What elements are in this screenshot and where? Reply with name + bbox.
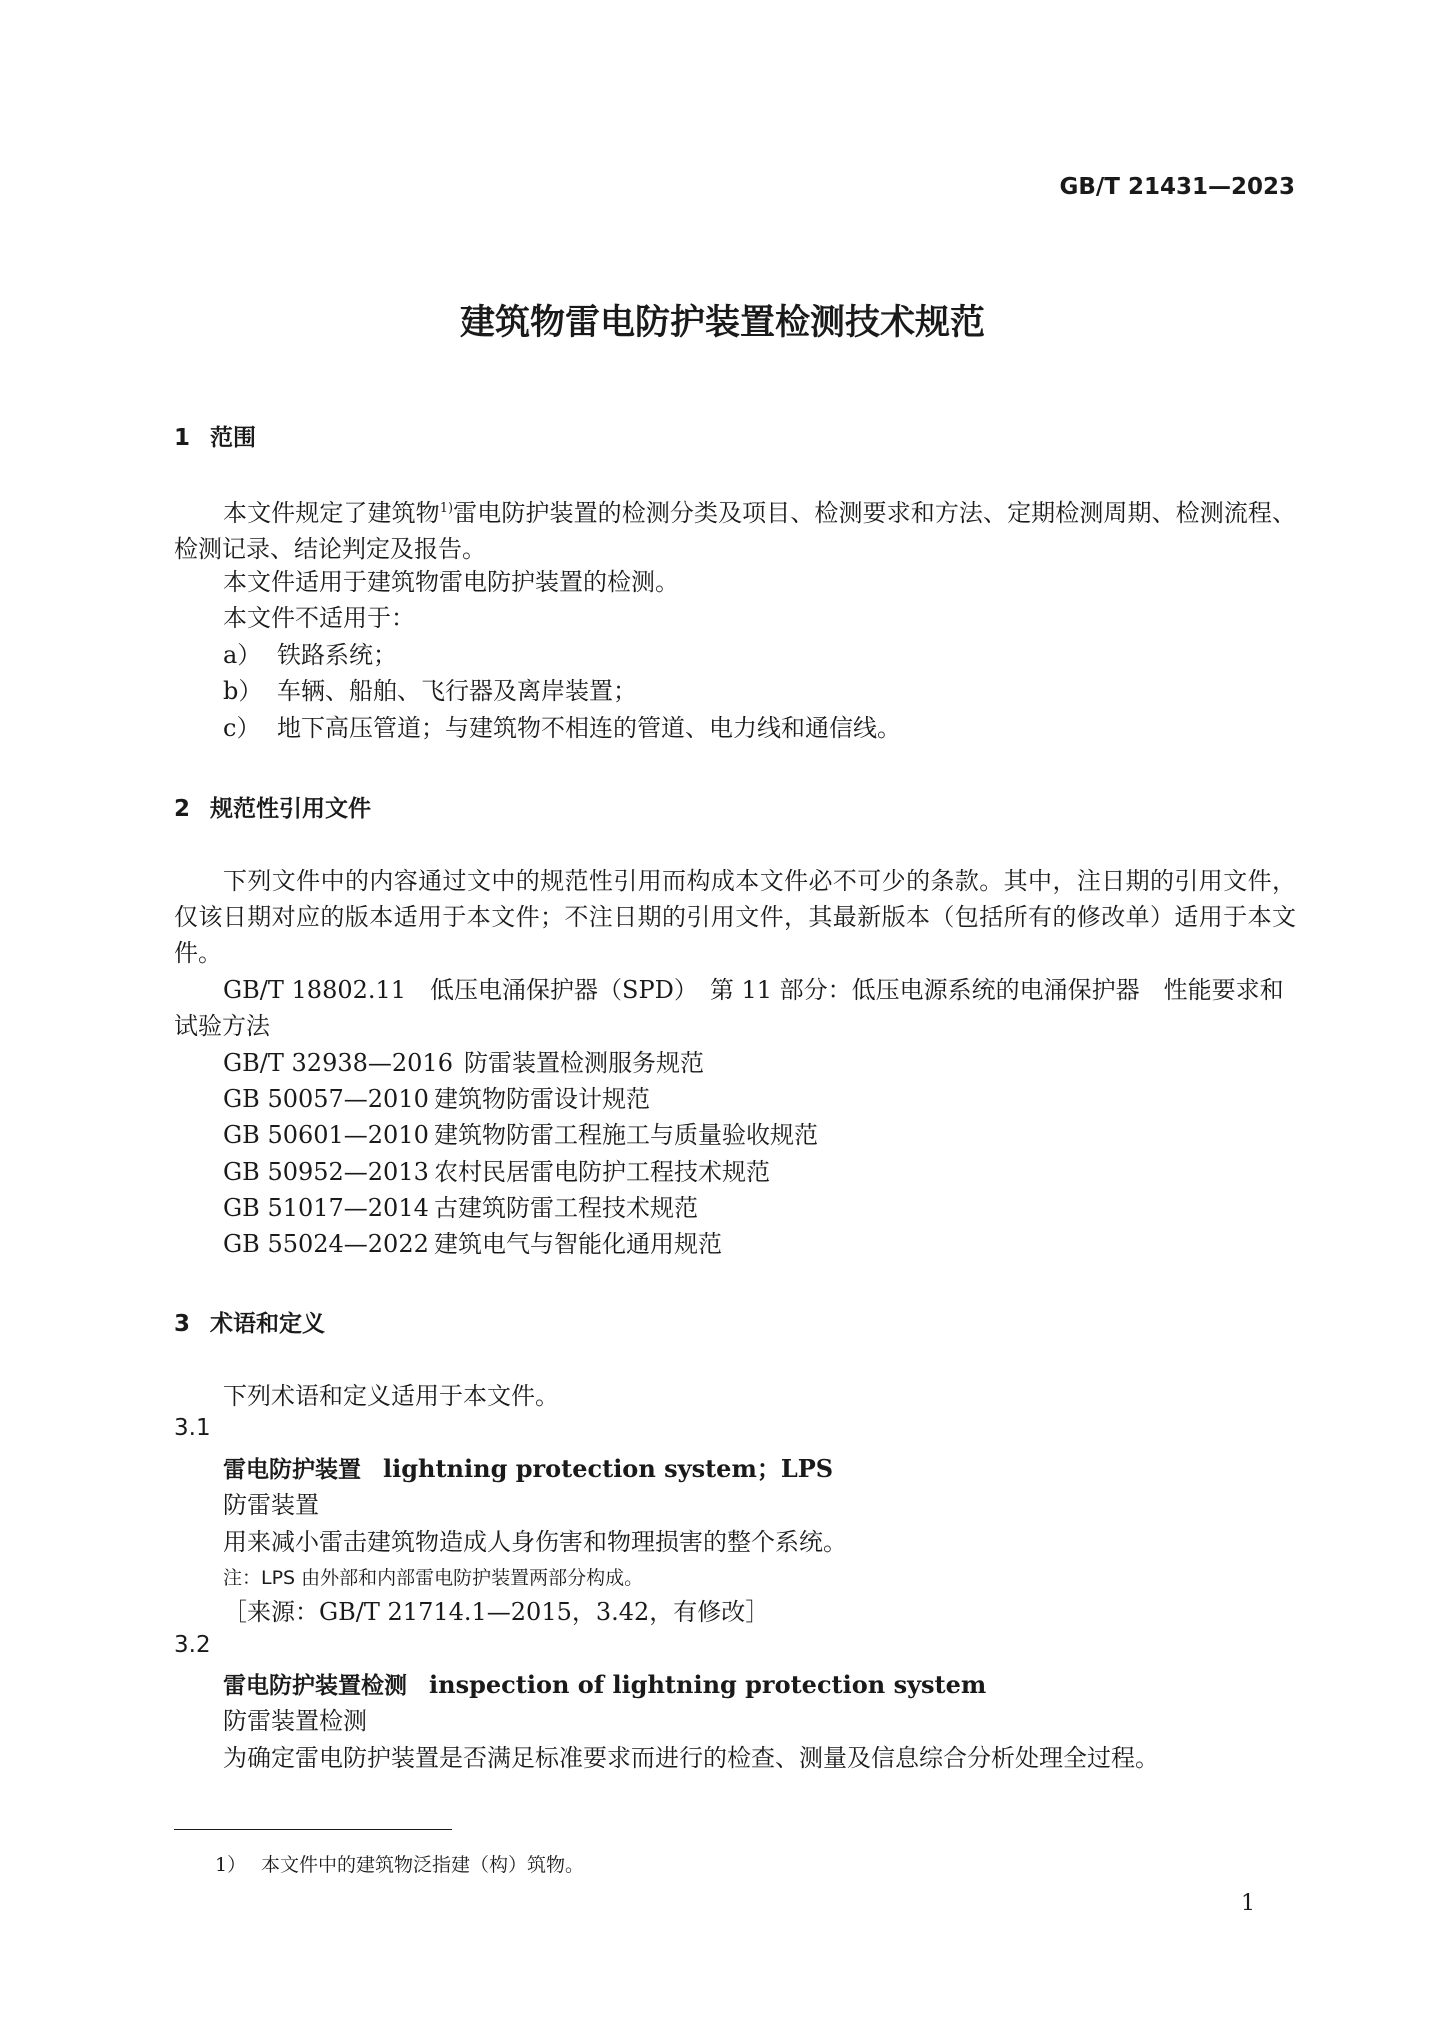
reference-code: GB 55024—2022 (223, 1230, 429, 1258)
document-title: 建筑物雷电防护装置检测技术规范 (459, 303, 985, 343)
list-item (223, 637, 397, 673)
list-item-text: 铁路系统； (277, 641, 397, 669)
term-en: lightning protection system；LPS (383, 1454, 834, 1483)
reference-code: GB/T 32938—2016 (223, 1049, 453, 1077)
scope-p1-part-a: 本文件规定了建筑物 (223, 499, 440, 527)
section-2-title: 规范性引用文件 (210, 796, 371, 822)
terms-intro: 下列术语和定义适用于本文件。 (223, 1382, 559, 1410)
scope-paragraph-3: 本文件不适用于： (223, 604, 415, 632)
reference-entry (223, 1045, 704, 1081)
term-definition: 用来减小雷击建筑物造成人身伤害和物理损害的整个系统。 (223, 1528, 847, 1556)
term-number: 3.2 (174, 1632, 211, 1658)
list-item-label: a） (223, 641, 262, 669)
term-admitted: 防雷装置检测 (223, 1707, 367, 1735)
scope-p1-part-b: 雷电防护装置的检测分类及项目、检测要求和方法、定期检测周期、检测流程、检测记录、结论判定及报告。 (174, 499, 1296, 563)
reference-entry (223, 1154, 770, 1190)
reference-title: 建筑物防雷设计规范 (434, 1085, 650, 1113)
section-1-heading (174, 419, 256, 452)
page-number: 1 (1241, 1891, 1255, 1916)
term-heading (223, 1667, 986, 1704)
term-heading (223, 1451, 833, 1488)
footnote-divider (174, 1829, 452, 1830)
term-zh: 雷电防护装置检测 (223, 1673, 407, 1699)
term-number: 3.1 (174, 1415, 211, 1441)
term-note: 注：LPS 由外部和内部雷电防护装置两部分构成。 (223, 1567, 644, 1589)
term-source: ［来源：GB/T 21714.1—2015，3.42，有修改］ (223, 1598, 770, 1626)
scope-paragraph-2: 本文件适用于建筑物雷电防护装置的检测。 (223, 568, 679, 596)
list-item-label: b） (223, 677, 263, 705)
reference-code: GB 51017—2014 (223, 1194, 429, 1222)
term-zh: 雷电防护装置 (223, 1457, 361, 1483)
scope-paragraph-1 (174, 491, 1296, 567)
reference-entry (223, 1117, 818, 1153)
footnote-ref-mark: 1) (439, 501, 454, 516)
reference-title: 古建筑防雷工程技术规范 (434, 1194, 698, 1222)
section-3-heading (174, 1305, 325, 1338)
reference-entry (223, 1226, 722, 1262)
footnote-mark: 1） (215, 1854, 247, 1876)
section-2-heading (174, 790, 371, 823)
reference-code: GB 50057—2010 (223, 1085, 429, 1113)
normative-references-intro: 下列文件中的内容通过文中的规范性引用而构成本文件必不可少的条款。其中，注日期的引用文件，仅该日期对应的版本适用于本文件；不注日期的引用文件，其最新版本（包括所有的修改单）适用于本文件。 (174, 867, 1296, 967)
section-2-number: 2 (174, 796, 191, 822)
footnote-text: 本文件中的建筑物泛指建（构）筑物。 (261, 1854, 585, 1876)
term-admitted: 防雷装置 (223, 1491, 319, 1519)
section-1-title: 范围 (210, 425, 256, 451)
list-item (223, 710, 901, 746)
reference-code: GB 50601—2010 (223, 1121, 429, 1149)
footnote (215, 1850, 584, 1877)
list-item-label: c） (223, 714, 261, 742)
reference-entry-long: GB/T 18802.11 低压电涌保护器（SPD） 第 11 部分：低压电源系统的电涌保护器 性能要求和试验方法 (174, 976, 1284, 1040)
list-item-text: 车辆、船舶、飞行器及离岸装置； (277, 677, 637, 705)
reference-title: 建筑物防雷工程施工与质量验收规范 (434, 1121, 818, 1149)
term-en: inspection of lightning protection system (429, 1670, 987, 1699)
standard-number: GB/T 21431—2023 (1059, 174, 1295, 200)
reference-entry (223, 1190, 698, 1226)
section-3-title: 术语和定义 (210, 1311, 325, 1337)
section-3-number: 3 (174, 1311, 191, 1337)
list-item (223, 673, 637, 709)
reference-entry (223, 1081, 650, 1117)
reference-code: GB 50952—2013 (223, 1158, 429, 1186)
reference-title: 农村民居雷电防护工程技术规范 (434, 1158, 770, 1186)
reference-title: 防雷装置检测服务规范 (464, 1049, 704, 1077)
term-definition: 为确定雷电防护装置是否满足标准要求而进行的检查、测量及信息综合分析处理全过程。 (223, 1744, 1159, 1772)
list-item-text: 地下高压管道；与建筑物不相连的管道、电力线和通信线。 (277, 714, 901, 742)
reference-title: 建筑电气与智能化通用规范 (434, 1230, 722, 1258)
section-1-number: 1 (174, 425, 191, 451)
